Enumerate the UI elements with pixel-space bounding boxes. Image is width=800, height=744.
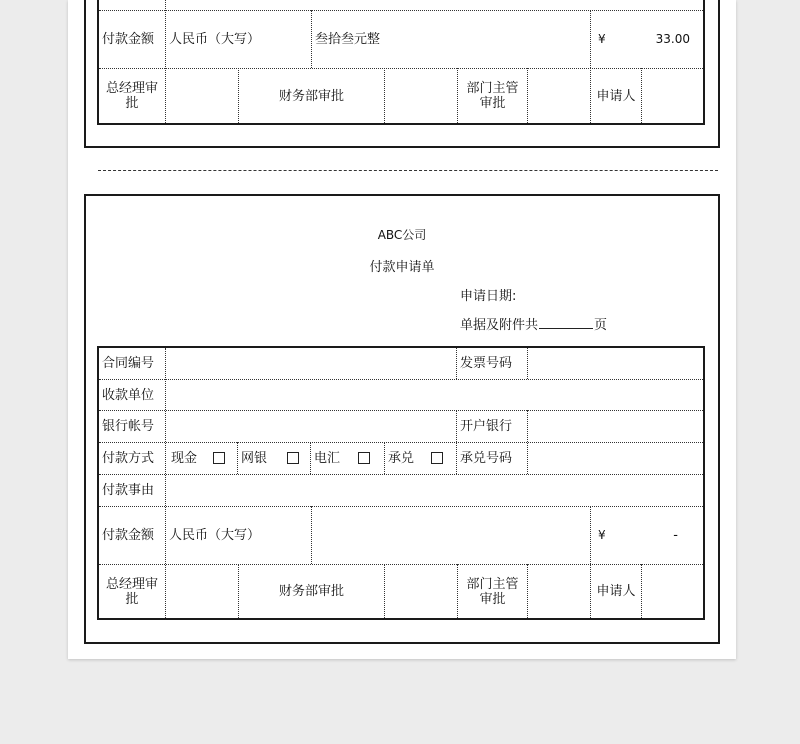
- cut-line: [98, 170, 718, 171]
- top-gm-approval-label: 总经理审批: [105, 81, 158, 111]
- contract-no-field[interactable]: [166, 348, 456, 379]
- dept-approval-field[interactable]: [528, 565, 590, 618]
- col-divider: [590, 10, 591, 68]
- bank-account-field[interactable]: [166, 411, 456, 442]
- online-checkbox[interactable]: [287, 452, 299, 464]
- amount-rmb-label: 人民币（大写）: [169, 528, 261, 543]
- payment-method-label: 付款方式: [102, 451, 155, 466]
- company-name: ABC公司: [377, 228, 427, 242]
- amount-label: 付款金额: [102, 528, 155, 543]
- top-currency-symbol: ¥: [598, 32, 606, 46]
- col-divider: [641, 68, 642, 123]
- payee-field[interactable]: [166, 380, 703, 410]
- acceptance-no-label: 承兑号码: [460, 451, 513, 466]
- acceptance-checkbox[interactable]: [431, 452, 443, 464]
- top-amount-words[interactable]: 叁拾叁元整: [315, 32, 381, 47]
- top-applicant-label: 申请人: [596, 88, 636, 104]
- acceptance-no-field[interactable]: [528, 443, 703, 474]
- amount-words-field[interactable]: [312, 507, 590, 564]
- finance-approval-field[interactable]: [385, 565, 457, 618]
- top-amount-rmb-label: 人民币（大写）: [169, 32, 261, 47]
- top-amount-label: 付款金额: [102, 32, 155, 47]
- method-online-label: 网银: [241, 451, 268, 466]
- invoice-no-label: 发票号码: [460, 356, 513, 371]
- method-cash-label: 现金: [171, 451, 198, 466]
- method-acceptance-label: 承兑: [388, 451, 415, 466]
- col-divider: [384, 68, 385, 123]
- gm-approval-field[interactable]: [166, 565, 238, 618]
- top-finance-approval-label: 财务部审批: [278, 88, 344, 104]
- col-divider: [590, 506, 591, 564]
- payee-label: 收款单位: [102, 387, 155, 403]
- applicant-label: 申请人: [596, 584, 636, 599]
- invoice-no-field[interactable]: [528, 348, 703, 379]
- amount-value[interactable]: -: [673, 528, 678, 543]
- reason-field[interactable]: [166, 475, 703, 506]
- attachments-line: [460, 314, 607, 333]
- cash-checkbox[interactable]: [213, 452, 225, 464]
- dept-approval-label: 部门主管审批: [466, 576, 519, 607]
- reason-label: 付款事由: [102, 483, 155, 498]
- attachments-count-field[interactable]: [539, 316, 593, 329]
- finance-approval-label: 财务部审批: [278, 584, 344, 599]
- attachments-suffix: 页: [594, 318, 608, 333]
- currency-symbol: ¥: [598, 528, 606, 542]
- wire-checkbox[interactable]: [358, 452, 370, 464]
- method-wire-label: 电汇: [314, 451, 341, 466]
- form-title: 付款申请单: [369, 260, 435, 275]
- applicant-field[interactable]: [642, 565, 703, 618]
- bank-name-field[interactable]: [528, 411, 703, 442]
- apply-date-label: 申请日期:: [460, 289, 517, 304]
- col-divider: [527, 68, 528, 123]
- gm-approval-label: 总经理审批: [105, 576, 158, 607]
- attachments-prefix: 单据及附件共: [460, 318, 539, 333]
- contract-no-label: 合同编号: [102, 356, 155, 371]
- bank-name-label: 开户银行: [460, 419, 513, 434]
- top-dept-approval-label: 部门主管审批: [466, 81, 519, 111]
- top-amount-value[interactable]: 33.00: [655, 32, 690, 46]
- bank-account-label: 银行帐号: [102, 419, 155, 434]
